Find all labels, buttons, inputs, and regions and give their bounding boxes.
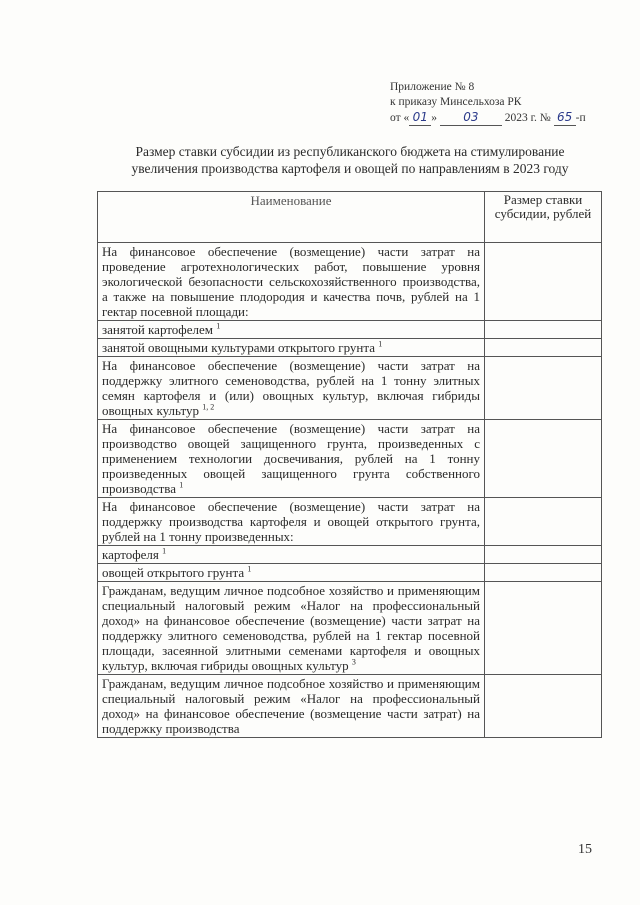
table-row [98,582,602,675]
order-number: 65 [554,110,576,126]
row-rate-cell [485,675,602,738]
table-row [98,564,602,582]
document-title: Размер ставки субсидии из республиканского бюджета на стимулирование увеличения производства картофеля и овощей по направлениям в 2023 году [131,144,569,176]
row-rate-cell [485,420,602,498]
row-text: На финансовое обеспечение (возмещение) части затрат на поддержку элитного семеноводства, рублей на 1 тонну элитных семян картофеля и (или) овощных культур, включая гибриды овощных культур [102,358,480,418]
row-rate-cell [485,321,602,339]
row-name-cell [98,582,485,675]
table-header-row [98,192,602,243]
table-row [98,420,602,498]
order-day: 01 [409,110,431,126]
footnote-marker: 1, 2 [202,402,215,412]
row-text: картофеля [102,547,159,562]
appendix-block [390,80,586,126]
table-row [98,243,602,321]
table-row [98,546,602,564]
row-text: занятой картофелем [102,322,213,337]
appendix-order-ref: к приказу Минсельхоза РК [390,96,522,108]
appendix-order-date: от « 01 » 03 2023 г. № 65 -п [390,110,586,124]
row-text: На финансовое обеспечение (возмещение) части затрат на поддержку производства картофеля и овощей открытого грунта, рублей на 1 тонну произведенных: [102,499,480,544]
table-row [98,339,602,357]
table-row [98,675,602,738]
row-rate-cell [485,498,602,546]
row-name-cell [98,321,485,339]
row-text: Гражданам, ведущим личное подсобное хозяйство и применяющим специальный налоговый режим «Налог на профессиональный доход» на финансовое обеспечение (возмещение части затрат) на поддержку производства [102,676,480,736]
footnote-marker: 1 [378,339,383,349]
row-name-cell [98,420,485,498]
row-name-cell [98,243,485,321]
footnote-marker: 1 [162,546,167,556]
row-name-cell [98,675,485,738]
header-name: Наименование [98,192,485,243]
table-row [98,357,602,420]
row-rate-cell [485,546,602,564]
row-text: На финансовое обеспечение (возмещение) части затрат на проведение агротехнологических работ, повышение уровня экологической безопасности сельскохозяйственного производства, а также на повышение плодородия и качества почв, рублей на 1 гектар посевной площади: [102,244,480,319]
page-number: 15 [578,842,592,857]
table-row [98,498,602,546]
row-name-cell [98,546,485,564]
row-rate-cell [485,339,602,357]
row-rate-cell [485,564,602,582]
row-text: овощей открытого грунта [102,565,245,580]
row-text: На финансовое обеспечение (возмещение) части затрат на производство овощей защищенного грунта, произведенных с применением технологии досвечивания, рублей на 1 тонну произведенных овощей защищенного грунта собственного производства [102,421,480,496]
footnote-marker: 3 [351,657,356,667]
table-body [98,243,602,738]
row-rate-cell [485,582,602,675]
row-rate-cell [485,357,602,420]
row-text: Гражданам, ведущим личное подсобное хозяйство и применяющим специальный налоговый режим «Налог на профессиональный доход» на финансовое обеспечение (возмещение) части затрат на поддержку элитного семеноводства, рублей на 1 гектар посевной площади, засеянной элитными семенами картофеля и овощных культур, включая гибриды овощных культур [102,583,480,673]
footnote-marker: 1 [247,564,252,574]
row-name-cell [98,357,485,420]
footnote-marker: 1 [216,321,221,331]
row-name-cell [98,564,485,582]
row-rate-cell [485,243,602,321]
table-row [98,321,602,339]
row-name-cell [98,498,485,546]
order-month: 03 [440,110,502,126]
row-text: занятой овощными культурами открытого грунта [102,340,375,355]
row-name-cell [98,339,485,357]
header-rate: Размер ставки субсидии, рублей [485,192,602,243]
subsidy-rate-table [97,191,602,738]
appendix-title: Приложение № 8 [390,81,475,93]
footnote-marker: 1 [179,480,184,490]
